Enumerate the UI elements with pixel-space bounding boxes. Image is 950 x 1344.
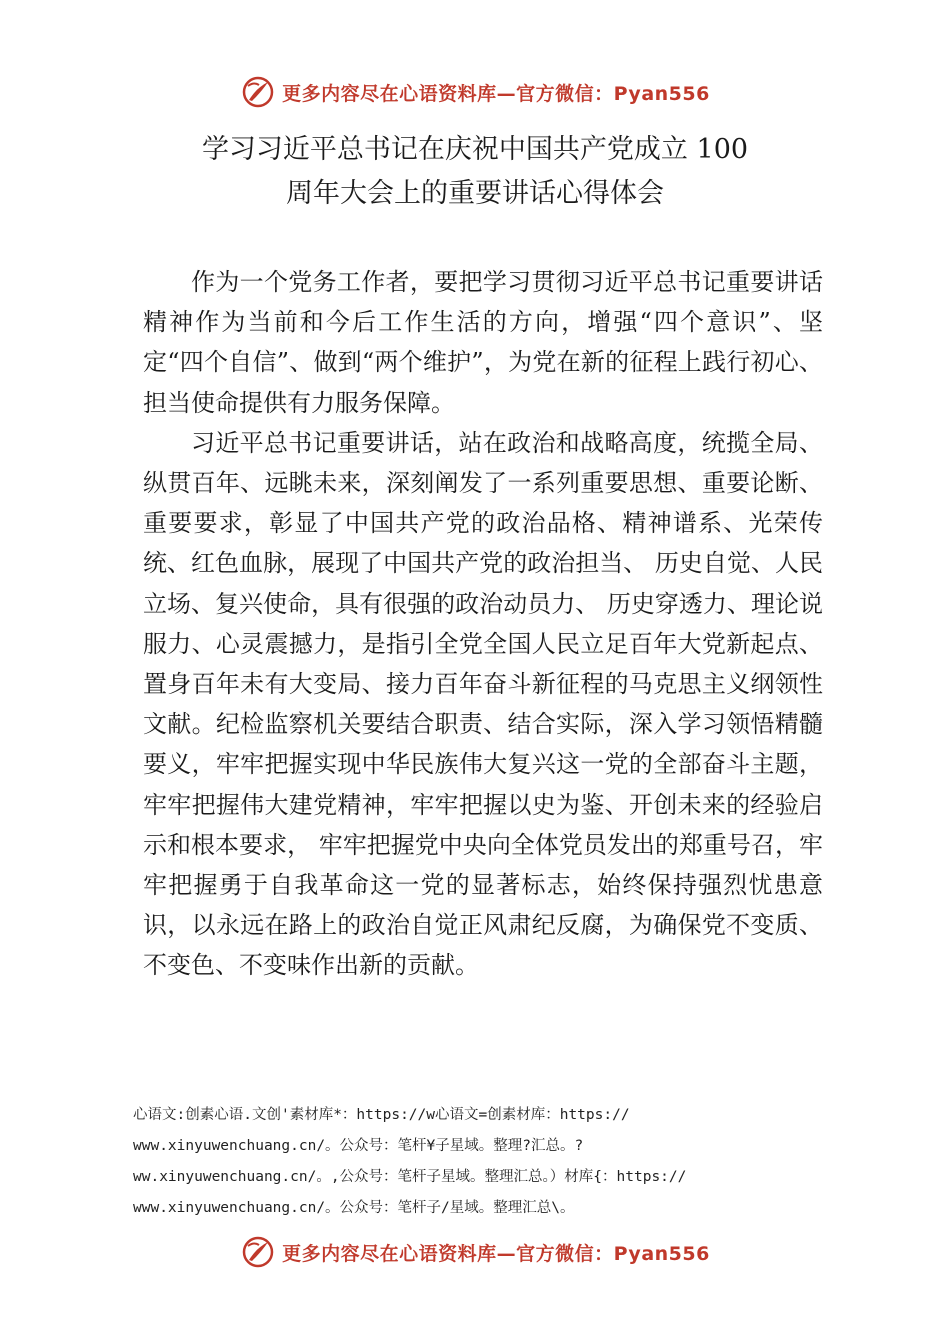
pen-brush-logo-icon <box>240 1234 276 1270</box>
footer-note-line-2: www.xinyuwenchuang.cn/。公众号：笔杆¥子星域。整理?汇总。? <box>133 1138 584 1154</box>
pen-brush-logo-icon <box>240 74 276 110</box>
header-banner <box>0 72 950 112</box>
footer-note-line-3: ww.xinyuwenchuang.cn/。,公众号：笔杆子星域。整理汇总。）材库{：https:// <box>133 1169 687 1185</box>
title-line-2: 周年大会上的重要讲话心得体会 <box>286 178 664 209</box>
paragraph-1: 作为一个党务工作者，要把学习贯彻习近平总书记重要讲话精神作为当前和今后工作生活的方向，增强“四个意识”、坚定“四个自信”、做到“两个维护”，为党在新的征程上践行初心、担当使命提供有力服务保障。 <box>143 268 823 417</box>
banner-text: 更多内容尽在心语资料库—官方微信：Pyan556 <box>282 82 710 105</box>
footer-note <box>133 1100 833 1224</box>
footer-note-line-4: www.xinyuwenchuang.cn/。公众号：笔杆子/星域。整理汇总\。 <box>133 1200 575 1216</box>
title-line-1: 学习习近平总书记在庆祝中国共产党成立 100 <box>201 134 749 165</box>
document-title <box>100 128 850 216</box>
banner-text: 更多内容尽在心语资料库—官方微信：Pyan556 <box>282 1242 710 1265</box>
footer-note-line-1: 心语文:创素心语.文创'素材库*：https://w心语文=创素材库：https:// <box>133 1107 630 1123</box>
paragraph-2: 习近平总书记重要讲话，站在政治和战略高度，统揽全局、纵贯百年、远眺未来，深刻阐发了一系列重要思想、重要论断、重要要求，彰显了中国共产党的政治品格、精神谱系、光荣传统、红色血脉，展现了中国共产党的政治担当、 历史自觉、人民立场、复兴使命，具有很强的政治动员力、 历史穿透力、理论说服力、心灵震撼力，是指引全党全国人民立足百年大党新起点、置身百年未有大变局、接力百年奋斗新征程的马克思主义纲领性文献。纪检监察机关要结合职责、结合实际，深入学习领悟精髓要义，牢牢把握实现中华民族伟大复兴这一党的全部奋斗主题，牢牢把握伟大建党精神，牢牢把握以史为鉴、开创未来的经验启示和根本要求， 牢牢把握党中央向全体党员发出的郑重号召，牢牢把握勇于自我革命这一党的显著标志，始终保持强烈忧患意识，以永远在路上的政治自觉正风肃纪反腐，为确保党不变质、不变色、不变味作出新的贡献。 <box>143 428 823 980</box>
footer-banner <box>0 1232 950 1272</box>
document-body <box>143 262 823 986</box>
